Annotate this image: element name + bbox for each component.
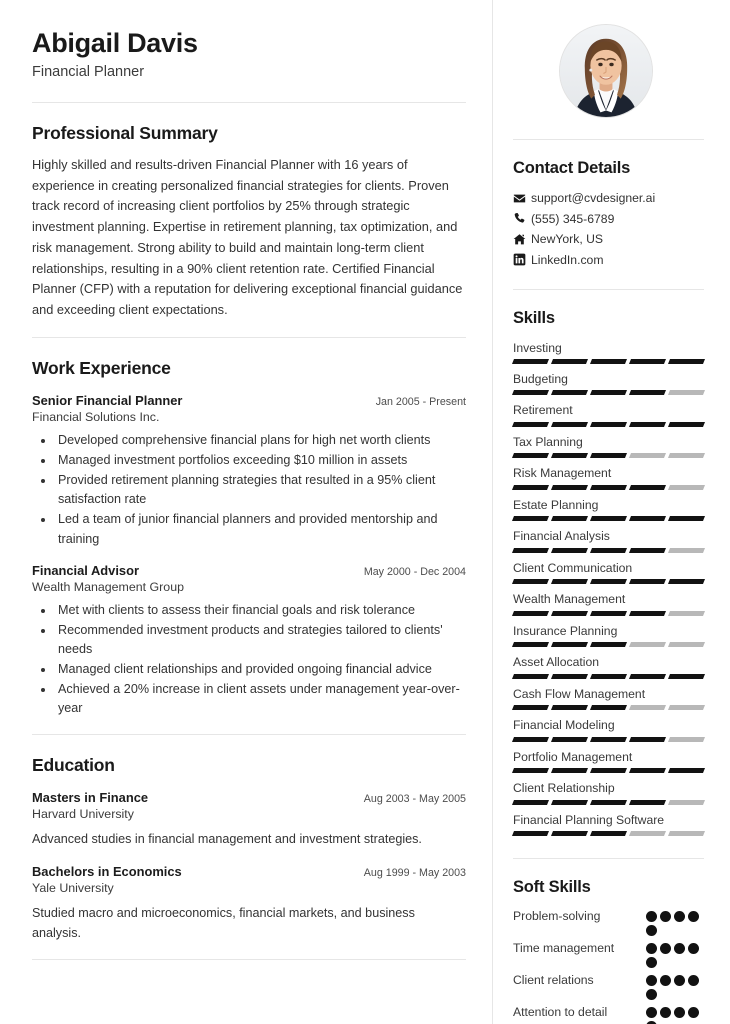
skill-name: Insurance Planning [513,623,618,638]
skill-level-bar [513,422,704,427]
soft-skill-rating [646,908,704,936]
skill-row [513,812,704,836]
work-bullet: • Developed comprehensive financial plans for high net worth clients [55,431,466,450]
skill-row [513,591,704,615]
skill-level-segment [668,737,705,742]
skill-row [513,340,704,364]
skill-level-segment [668,453,705,458]
contact-phone-value: (555) 345-6789 [531,211,615,226]
skill-level-segment [551,548,588,553]
skill-level-bar [513,768,704,773]
skill-level-segment [512,548,549,553]
skills-list [513,340,704,837]
soft-skill-dot [674,1007,685,1018]
skill-level-segment [629,768,666,773]
skill-level-segment [512,768,549,773]
divider-after-work [32,734,466,735]
skill-level-segment [551,705,588,710]
skill-name: Tax Planning [513,434,583,449]
work-role: Financial Advisor [32,562,139,578]
soft-skill-dot [646,911,657,922]
soft-skill-dot [688,1007,699,1018]
work-bullet: • Managed investment portfolios exceeding $10 million in assets [55,451,466,470]
skill-level-segment [668,642,705,647]
soft-skill-name: Attention to detail [513,1005,608,1019]
soft-skill-row [513,908,704,936]
skill-row [513,749,704,773]
skill-level-segment [590,642,627,647]
soft-skill-dot [646,989,657,1000]
skill-level-segment [551,422,588,427]
portrait-photo-icon [560,25,652,117]
soft-skill-name: Client relations [513,973,594,987]
skill-row [513,654,704,678]
section-title-summary: Professional Summary [32,123,218,144]
avatar [560,25,652,117]
skill-level-segment [668,831,705,836]
skill-level-segment [629,453,666,458]
skill-row [513,371,704,395]
soft-skill-dot [674,943,685,954]
skill-level-segment [590,705,627,710]
skill-level-segment [629,642,666,647]
skill-level-segment [629,831,666,836]
contact-location-value: NewYork, US [531,232,604,246]
skill-level-segment [668,579,705,584]
section-professional-summary [32,123,466,321]
soft-skill-dot [660,1007,671,1018]
education-school: Harvard University [32,807,134,822]
skill-level-segment [629,800,666,805]
linkedin-icon [513,253,531,266]
skill-level-segment [512,737,549,742]
soft-skill-dot [674,911,685,922]
skill-level-bar [513,516,704,521]
skill-level-segment [512,579,549,584]
skill-level-segment [668,611,705,616]
work-bullet: • Led a team of junior financial planners and provided mentorship and training [55,510,466,548]
right-column [492,0,730,1024]
contact-row-linkedin[interactable] [513,253,704,267]
skill-level-segment [512,800,549,805]
divider-after-header [32,102,466,103]
skill-row [513,528,704,552]
skill-level-bar [513,453,704,458]
skill-name: Retirement [513,403,573,418]
skill-level-segment [629,611,666,616]
skill-level-segment [512,516,549,521]
skill-level-segment [551,800,588,805]
soft-skill-name: Time management [513,941,615,955]
skill-level-segment [629,579,666,584]
section-title-education: Education [32,755,115,776]
skill-level-segment [668,516,705,521]
soft-skill-dot [660,943,671,954]
education-entry [32,790,466,850]
soft-skill-dot [688,911,699,922]
skill-level-bar [513,674,704,679]
skill-level-segment [551,485,588,490]
skill-level-segment [512,485,549,490]
work-entry-head [32,563,466,578]
soft-skill-rating [646,1004,704,1024]
skill-level-segment [512,359,549,364]
skill-row [513,623,704,647]
home-icon [513,233,531,246]
section-skills [513,309,704,837]
work-bullet: • Managed client relationships and provided ongoing financial advice [55,660,466,679]
contact-email-value: support@cvdesigner.ai [531,191,656,205]
skill-level-segment [590,422,627,427]
skill-level-bar [513,548,704,553]
skill-name: Financial Modeling [513,718,615,733]
skill-level-segment [551,453,588,458]
section-soft-skills [513,878,704,1024]
contact-row-email[interactable] [513,191,704,205]
soft-skill-rating [646,972,704,1000]
skill-name: Financial Planning Software [513,812,665,827]
work-date: Jan 2005 - Present [375,395,466,408]
skill-level-segment [590,611,627,616]
skill-level-bar [513,579,704,584]
skill-level-segment [629,359,666,364]
work-entry-head [32,393,466,408]
skill-level-segment [590,768,627,773]
skill-row [513,402,704,426]
contact-linkedin-value: LinkedIn.com [531,252,604,267]
education-entry [32,864,466,943]
soft-skill-row [513,940,704,968]
skill-level-bar [513,737,704,742]
section-work-experience [32,358,466,719]
skill-level-segment [512,390,549,395]
skill-level-bar [513,705,704,710]
divider-after-summary [32,337,466,338]
skill-name: Budgeting [513,371,568,386]
soft-skill-dot [646,943,657,954]
skill-level-segment [512,674,549,679]
soft-skill-dot [688,975,699,986]
education-description: Studied macro and microeconomics, financial markets, and business analysis. [32,906,415,940]
soft-skill-name: Problem-solving [513,909,601,923]
soft-skills-list [513,908,704,1024]
skill-row [513,465,704,489]
section-title-skills: Skills [513,308,555,327]
skill-level-segment [551,831,588,836]
skill-level-segment [668,674,705,679]
skill-row [513,717,704,741]
skill-level-segment [590,831,627,836]
divider-after-contact [513,289,704,290]
section-title-contact: Contact Details [513,159,631,177]
work-bullet: • Achieved a 20% increase in client assets under management year-over-year [55,680,466,718]
skill-level-bar [513,831,704,836]
education-degree: Masters in Finance [32,790,149,806]
education-degree: Bachelors in Economics [32,864,182,879]
skill-level-segment [512,453,549,458]
work-bullet: • Provided retirement planning strategies that resulted in a 95% client satisfaction rate [55,471,466,509]
skill-level-segment [551,579,588,584]
skill-level-bar [513,485,704,490]
contact-list [513,191,704,267]
skill-name: Risk Management [513,466,612,481]
soft-skill-row [513,1004,704,1024]
skill-name: Client Communication [513,560,633,575]
skill-level-segment [590,674,627,679]
skill-level-segment [590,390,627,395]
skill-level-segment [590,359,627,364]
envelope-icon [513,192,531,205]
skill-level-bar [513,800,704,805]
skill-level-bar [513,642,704,647]
candidate-name: Abigail Davis [32,28,198,58]
skill-level-segment [590,548,627,553]
divider-after-skills [513,858,704,859]
soft-skill-dot [646,925,657,936]
education-entry-head [32,864,466,879]
skill-level-segment [629,422,666,427]
skill-level-bar [513,390,704,395]
skill-level-segment [668,485,705,490]
soft-skill-dot [646,975,657,986]
skill-level-segment [512,642,549,647]
work-date: May 2000 - Dec 2004 [363,565,466,578]
skill-name: Financial Analysis [513,529,610,544]
skill-level-segment [668,705,705,710]
soft-skill-dot [660,911,671,922]
skill-level-segment [512,611,549,616]
skill-level-segment [551,737,588,742]
soft-skill-dot [674,975,685,986]
skill-level-segment [629,485,666,490]
contact-row-phone[interactable] [513,212,704,226]
candidate-job-title: Financial Planner [32,64,145,81]
soft-skill-dot [646,957,657,968]
divider-after-education [32,959,466,960]
skill-level-segment [551,674,588,679]
skill-level-segment [668,768,705,773]
work-org: Wealth Management Group [32,579,184,594]
skill-level-segment [551,359,588,364]
skill-name: Investing [513,340,562,355]
divider-after-photo [513,139,704,140]
education-date: Aug 2003 - May 2005 [363,793,466,806]
soft-skill-row [513,972,704,1000]
skill-level-segment [590,800,627,805]
skill-level-segment [551,611,588,616]
skill-level-segment [551,768,588,773]
skill-level-segment [629,390,666,395]
photo-wrapper [513,25,704,117]
skill-row [513,497,704,521]
skill-row [513,686,704,710]
skill-level-segment [668,359,705,364]
skill-level-segment [629,737,666,742]
skill-level-segment [668,390,705,395]
skill-level-bar [513,359,704,364]
work-bullet: • Met with clients to assess their financial goals and risk tolerance [55,601,466,620]
work-bullets [32,601,466,719]
skill-level-segment [629,674,666,679]
phone-icon [513,212,531,225]
skill-level-segment [590,453,627,458]
work-role: Senior Financial Planner [32,392,183,408]
skill-row [513,780,704,804]
work-entry [32,393,466,549]
contact-row-location[interactable] [513,232,704,246]
skill-level-segment [512,831,549,836]
skill-level-segment [551,642,588,647]
summary-text: Highly skilled and results-driven Financial Planner with 16 years of experience in creating personalized financial strategies for clients. Proven track record of increasing client portfolios by 25% through strategic investment planning. Expertise in retirement planning, tax optimization, and risk management. Strong ability to build and maintain long-term client relationships, resulting in a 90% client retention rate. Certified Financial Planner (CFP) with a reputation for delivering exceptional financial guidance and exceeding client expectations. [32,157,463,318]
section-title-soft-skills: Soft Skills [513,878,591,896]
skill-name: Cash Flow Management [513,686,646,701]
skill-level-segment [629,548,666,553]
work-bullets [32,431,466,549]
skill-level-segment [629,516,666,521]
skill-level-segment [590,485,627,490]
soft-skill-dot [660,975,671,986]
education-description: Advanced studies in financial management and investment strategies. [32,832,422,847]
skill-row [513,560,704,584]
skill-level-segment [512,705,549,710]
section-contact-details [513,159,704,267]
skill-name: Estate Planning [513,497,599,512]
header-block [32,28,466,80]
skill-name: Portfolio Management [513,749,633,764]
work-entry [32,563,466,719]
skill-level-segment [629,705,666,710]
section-education [32,755,466,943]
section-title-work: Work Experience [32,357,171,378]
work-bullet: • Recommended investment products and strategies tailored to clients' needs [55,621,466,659]
skill-row [513,434,704,458]
skill-name: Client Relationship [513,781,615,796]
skill-level-bar [513,611,704,616]
skill-level-segment [590,579,627,584]
skill-level-segment [668,800,705,805]
education-school: Yale University [32,881,114,895]
soft-skill-dot [688,943,699,954]
skill-level-segment [551,390,588,395]
skill-level-segment [668,422,705,427]
soft-skill-rating [646,940,704,968]
education-entry-head [32,790,466,805]
skill-name: Asset Allocation [513,655,600,670]
skill-name: Wealth Management [513,592,626,607]
skill-level-segment [590,737,627,742]
education-date: Aug 1999 - May 2003 [363,867,466,879]
skill-level-segment [512,422,549,427]
skill-level-segment [668,548,705,553]
soft-skill-dot [646,1007,657,1018]
work-org: Financial Solutions Inc. [32,409,160,424]
skill-level-segment [590,516,627,521]
skill-level-segment [551,516,588,521]
